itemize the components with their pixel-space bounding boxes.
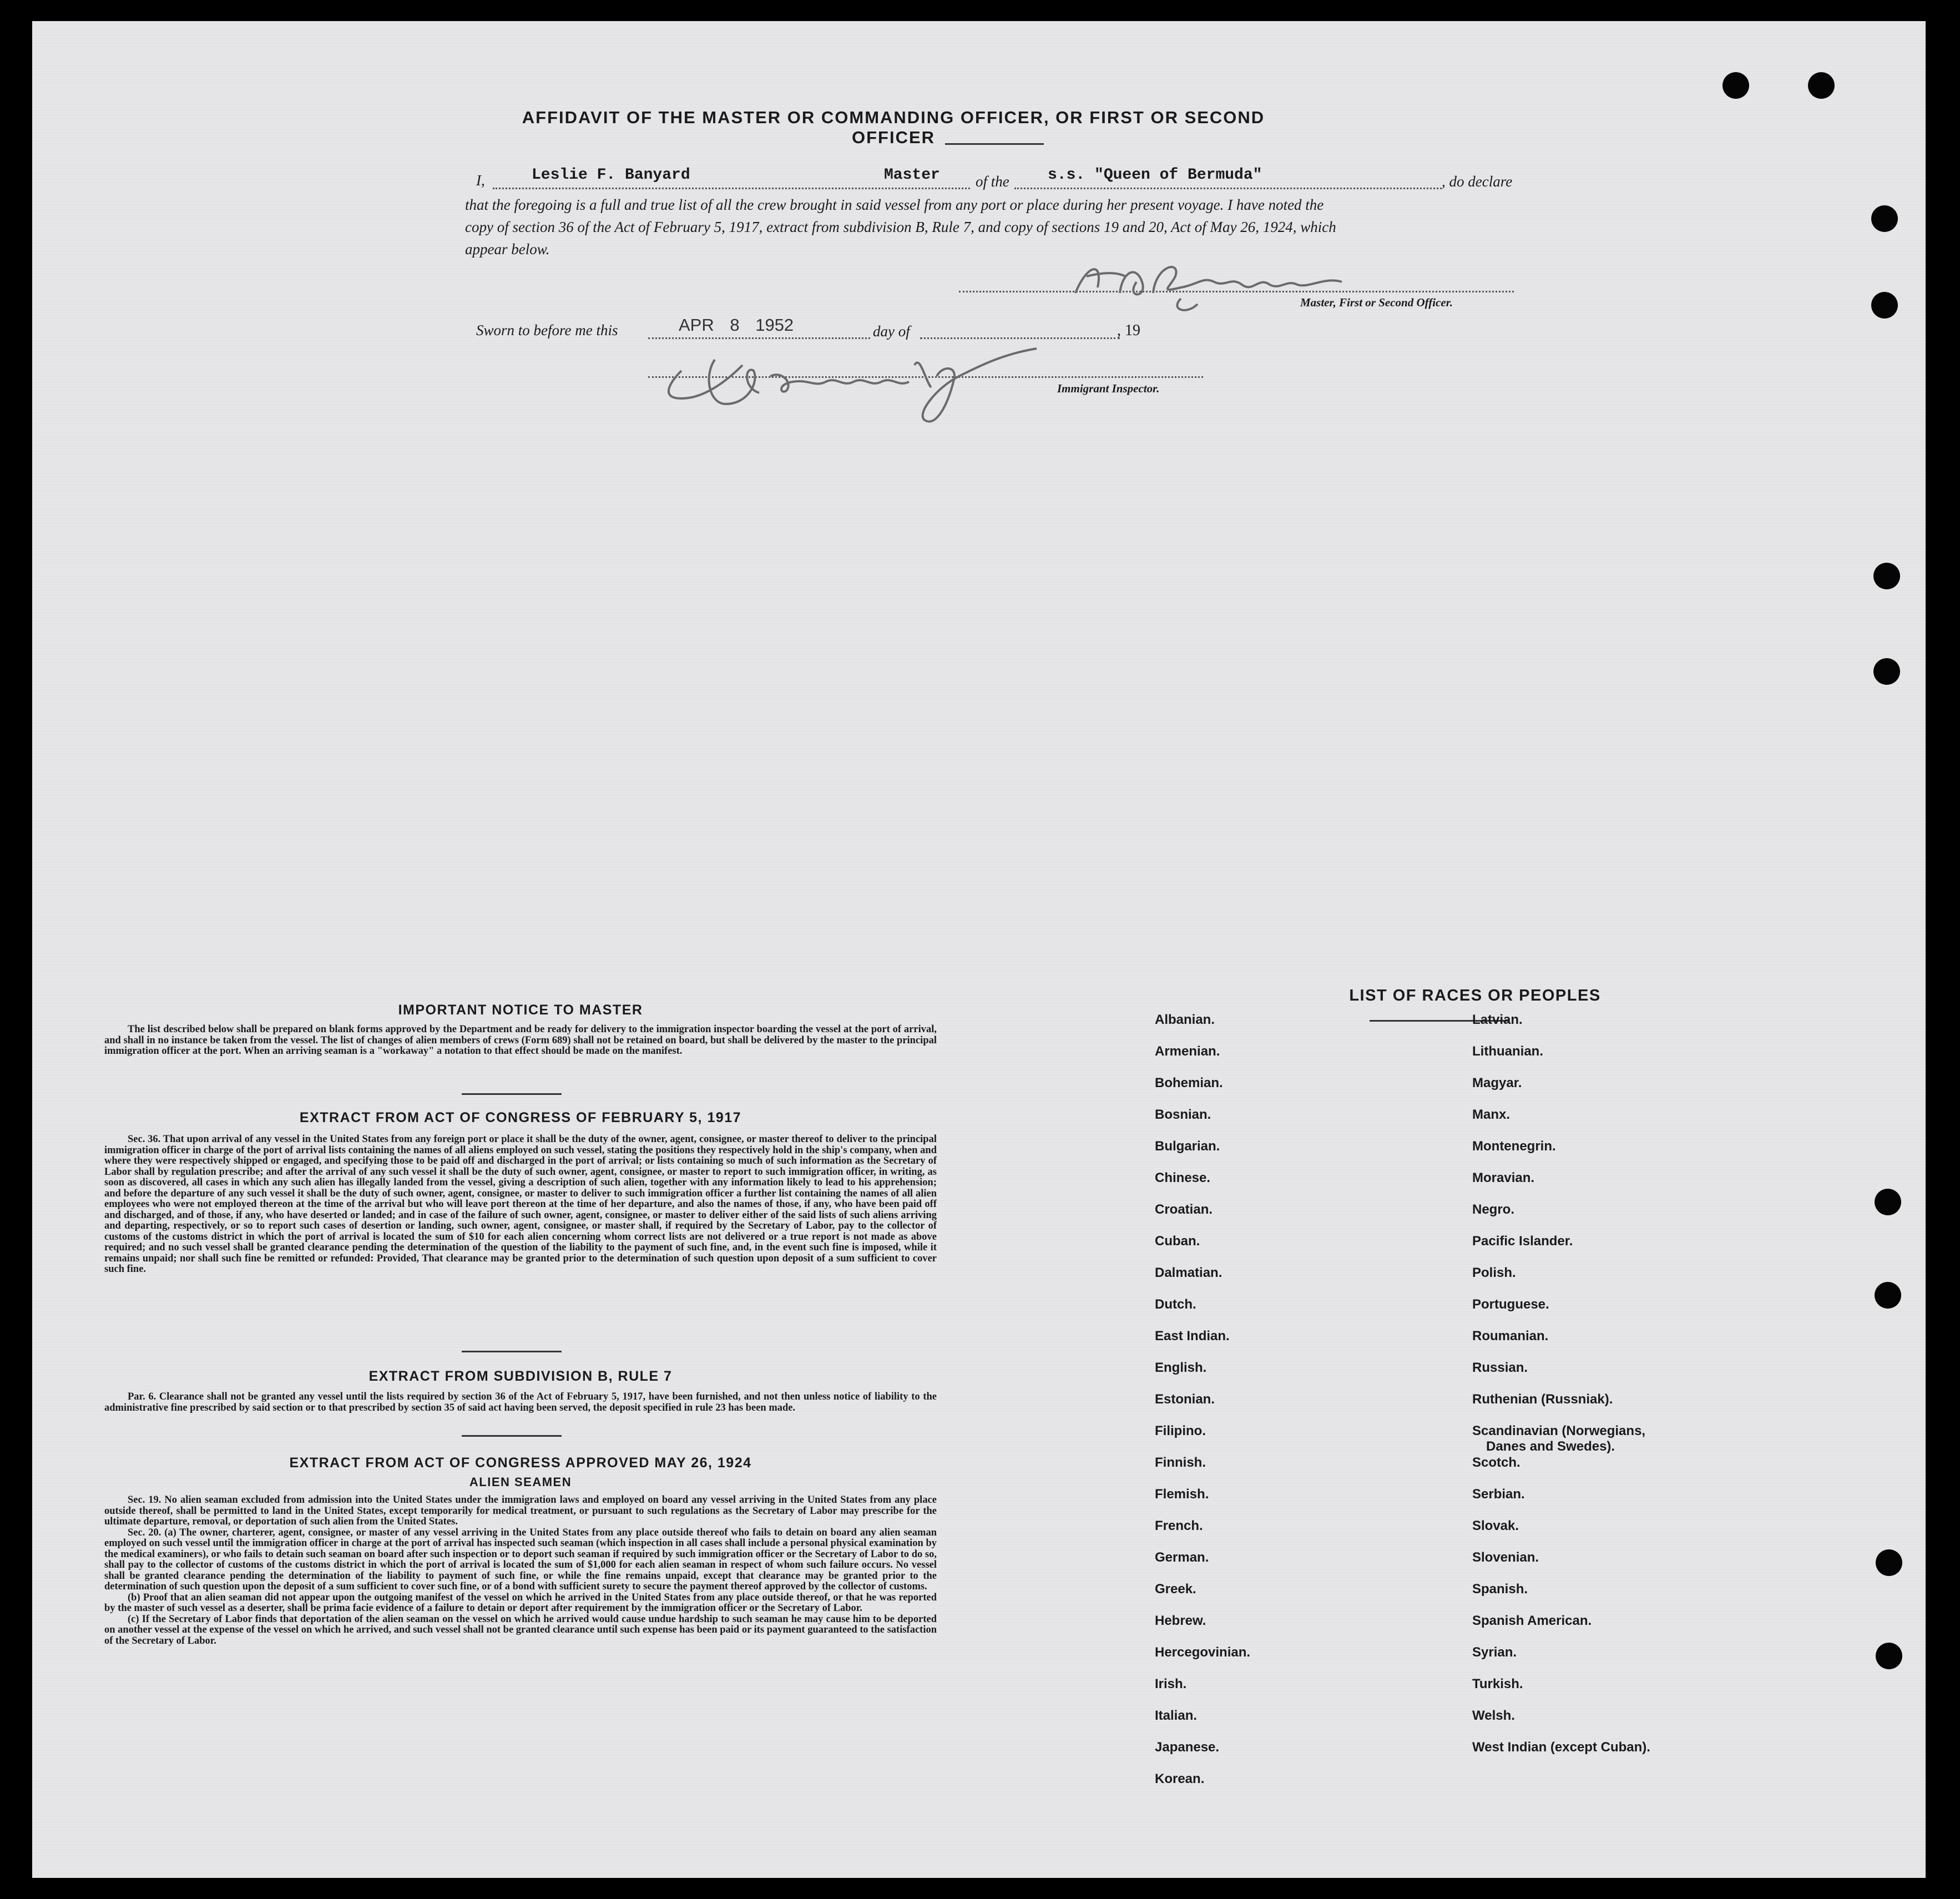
race-item: Cuban. — [1155, 1234, 1200, 1249]
declarant-rank: Master — [884, 166, 940, 184]
race-item: Irish. — [1155, 1676, 1187, 1691]
affidavit-title: AFFIDAVIT OF THE MASTER OR COMMANDING OFFICER, OR FIRST OR SECOND OFFICER — [522, 108, 1265, 147]
section-20b-paragraph: (b) Proof that an alien seaman did not appear upon the outgoing manifest of the vessel on which he arrived in the United States from any place outside thereof, or that he was reported by the master of such vessel as a deserter, shall be prima facie evidence of a failure to detain or deport after requirement by the immigration officer or the Secretary of Labor. — [104, 1592, 937, 1614]
punch-hole — [1875, 1282, 1901, 1309]
race-item: Syrian. — [1472, 1645, 1517, 1660]
race-item: Bosnian. — [1155, 1107, 1211, 1122]
extract-1924-title: EXTRACT FROM ACT OF CONGRESS APPROVED MAY 26, 1924 — [289, 1455, 752, 1471]
race-item: Magyar. — [1472, 1075, 1522, 1090]
document-page — [32, 21, 1926, 1878]
race-item: Estonian. — [1155, 1392, 1215, 1407]
race-item: English. — [1155, 1360, 1207, 1375]
title-rule — [945, 143, 1044, 145]
race-item: Armenian. — [1155, 1044, 1220, 1059]
notice-paragraph: The list described below shall be prepared on blank forms approved by the Department and be ready for delivery to the immigration inspector boarding the vessel at the port of arrival, and shall in no instance be taken from the vessel. The list of changes of alien members of crews (Form 689) shall not be retained on board, but shall be delivered by the master to the principal immigration officer at the port. When an arriving seaman is a "workaway" a notation to that effect should be made on the manifest. — [104, 1024, 937, 1057]
rule-7-paragraph: Par. 6. Clearance shall not be granted any vessel until the lists required by section 36 of the Act of February 5, 1917, have been furnished, and not then unless notice of liability to the administrative fine prescribed by said section or to that prescribed by section 35 of said act having been served, the deposit specified in rule 23 has been made. — [104, 1391, 937, 1413]
i-label: I, — [476, 172, 485, 189]
extract-1917-title: EXTRACT FROM ACT OF CONGRESS OF FEBRUARY 5, 1917 — [299, 1110, 742, 1125]
extract-1924-text — [104, 1495, 937, 1647]
race-item: Polish. — [1472, 1265, 1516, 1280]
affidavit-line-4: appear below. — [465, 241, 550, 257]
of-the-label: of the — [976, 173, 1009, 190]
race-item: Italian. — [1155, 1708, 1198, 1723]
inspector-signature — [648, 332, 1048, 426]
section-36-paragraph: Sec. 36. That upon arrival of any vessel in the United States from any foreign port or place it shall be the duty of the owner, agent, consignee, or master thereof to deliver to the principal immigration officer in charge of the port of arrival lists containing the names of all aliens employed on such vessel, stating the positions they respectively hold in the ship's company, when and where they were respectively shipped or engaged, and specifying those to be paid off and discharged in the port of arrival; or lists containing so much of such information as the Secretary of Labor shall by regulation prescribe; and after the arrival of any such vessel it shall be the duty of such owner, agent, consignee, or master to report to such immigration officer, in writing, as soon as discovered, all cases in which any such alien has illegally landed from the vessel, giving a description of such alien, together with any information likely to lead to his apprehension; and before the departure of any such vessel it shall be the duty of such owner, agent, consignee, or master to deliver to such immigration officer a further list containing the names of all alien employees who were not employed thereon at the time of the arrival but who will leave port thereon at the time of her departure, and also the names of those, if any, who have been paid off and discharged, and of those, if any, who have deserted or landed; and in case of the failure of such owner, agent, consignee, or master to deliver either of the said lists of such aliens arriving and departing, respectively, or so to report such cases of desertion or landing, such owner, agent, consignee, or master shall, if required by the Secretary of Labor, pay to the collector of customs of the customs district in which the port of arrival is located the sum of $10 for each alien concerning whom correct lists are not delivered or a true report is not made as above required; and no such vessel shall be granted clearance pending the determination of the question of the liability to the payment of such fine, and, in the event such fine is imposed, while it remains unpaid; nor shall such fine be remitted or refunded: Provided, That clearance may be granted prior to the determination of such question upon deposit of a sum sufficient to cover such fine. — [104, 1134, 937, 1275]
race-item: West Indian (except Cuban). — [1472, 1740, 1650, 1755]
race-item: Latvian. — [1472, 1012, 1523, 1027]
race-item: Spanish American. — [1472, 1613, 1592, 1628]
race-item: Scotch. — [1472, 1455, 1520, 1470]
race-item: East Indian. — [1155, 1329, 1230, 1344]
rule-7-title: EXTRACT FROM SUBDIVISION B, RULE 7 — [368, 1368, 673, 1384]
notice-title: IMPORTANT NOTICE TO MASTER — [398, 1002, 643, 1018]
day-of-label: day of — [873, 323, 910, 340]
sworn-label: Sworn to before me this — [476, 322, 618, 339]
race-item: Chinese. — [1155, 1170, 1211, 1185]
race-item: Bulgarian. — [1155, 1139, 1220, 1154]
races-title: LIST OF RACES OR PEOPLES — [1349, 987, 1601, 1004]
race-item: Pacific Islander. — [1472, 1234, 1573, 1249]
race-item: Albanian. — [1155, 1012, 1215, 1027]
punch-hole — [1871, 205, 1898, 232]
extract-1924-subtitle: ALIEN SEAMEN — [469, 1475, 572, 1489]
punch-hole — [1808, 72, 1835, 99]
race-item: Hercegovinian. — [1155, 1645, 1251, 1660]
race-item: Welsh. — [1472, 1708, 1515, 1723]
rule-7-text — [104, 1392, 937, 1413]
notice-text — [104, 1024, 937, 1057]
declarant-name: Leslie F. Banyard — [532, 166, 690, 184]
notice-rule — [462, 1093, 562, 1095]
extract-1917-rule — [462, 1351, 562, 1352]
race-item: Spanish. — [1472, 1582, 1528, 1597]
punch-hole — [1722, 72, 1749, 99]
punch-hole — [1875, 1189, 1901, 1215]
section-20a-paragraph: Sec. 20. (a) The owner, charterer, agent, consignee, or master of any vessel arriving in the United States from any place outside thereof who fails to detain on board any alien seaman employed on such vessel until the immigration officer in charge at the port of arrival has inspected such seaman (which inspection in all cases shall include a personal physical examination by the medical examiners), or who fails to detain such seaman on board after such inspection or to deport such seaman if required by such immigration officer or the Secretary of Labor to do so, shall pay to the collector of customs of the customs district in which the port of arrival is located the sum of $1,000 for each alien seaman in respect of whom such failure occurs. No vessel shall be granted clearance pending the determination of the liability to payment of such fine, or while the fine remains unpaid, except that clearance may be granted prior to the determination of such question upon the deposit of a sum sufficient to cover such fine, or of a bond with sufficient surety to secure the payment thereof approved by the collector of customs. — [104, 1527, 937, 1592]
race-item: Roumanian. — [1472, 1329, 1549, 1344]
race-item: Flemish. — [1155, 1487, 1209, 1502]
race-item: Lithuanian. — [1472, 1044, 1543, 1059]
race-item: Serbian. — [1472, 1487, 1525, 1502]
master-caption: Master, First or Second Officer. — [1300, 296, 1453, 309]
race-item: Bohemian. — [1155, 1075, 1223, 1090]
race-item: Danes and Swedes). — [1486, 1439, 1615, 1454]
affidavit-line-2: that the foregoing is a full and true list of all the crew brought in said vessel from any port or place during her present voyage. I have noted the — [465, 196, 1324, 213]
section-19-paragraph: Sec. 19. No alien seaman excluded from admission into the United States under the immigration laws and employed on board any vessel arriving in the United States from any place outside thereof, shall be permitted to land in the United States, except temporarily for medical treatment, or pursuant to such regulations as the Secretary of Labor may prescribe for the ultimate departure, removal, or deportation of such alien from the United States. — [104, 1494, 937, 1527]
punch-hole — [1871, 292, 1898, 319]
punch-hole — [1876, 1549, 1902, 1576]
race-item: Turkish. — [1472, 1676, 1523, 1691]
race-item: Greek. — [1155, 1582, 1196, 1597]
race-item: Dalmatian. — [1155, 1265, 1223, 1280]
name-line — [493, 188, 970, 189]
race-item: Slovenian. — [1472, 1550, 1539, 1565]
rule-7-rule — [462, 1435, 562, 1437]
vessel-name: s.s. "Queen of Bermuda" — [1048, 166, 1262, 184]
do-declare-label: , do declare — [1442, 173, 1513, 190]
race-item: Hebrew. — [1155, 1613, 1206, 1628]
affidavit-line-3: copy of section 36 of the Act of February 5, 1917, extract from subdivision B, Rule 7, and copy of sections 19 and 20, Act of May 26, 1924, which — [465, 219, 1336, 235]
year-prefix: , 19 — [1117, 322, 1140, 339]
race-item: Slovak. — [1472, 1518, 1519, 1533]
race-item: Dutch. — [1155, 1297, 1196, 1312]
race-item: Croatian. — [1155, 1202, 1213, 1217]
sworn-date: APR 8 1952 — [679, 315, 794, 335]
race-item: Negro. — [1472, 1202, 1515, 1217]
race-item: Manx. — [1472, 1107, 1511, 1122]
inspector-caption: Immigrant Inspector. — [1057, 382, 1160, 395]
race-item: Ruthenian (Russniak). — [1472, 1392, 1613, 1407]
punch-hole — [1873, 563, 1900, 589]
race-item: Filipino. — [1155, 1423, 1206, 1438]
race-item: Portuguese. — [1472, 1297, 1549, 1312]
race-item: Montenegrin. — [1472, 1139, 1556, 1154]
race-item: Finnish. — [1155, 1455, 1206, 1470]
section-20c-paragraph: (c) If the Secretary of Labor finds that deportation of the alien seaman on the vessel on which he arrived would cause undue hardship to such seaman he may cause him to be deported on another vessel at the expense of the vessel on which he arrived, and such vessel shall not be granted clearance until such expense has been paid or its payment guaranteed to the satisfaction of the Secretary of Labor. — [104, 1613, 937, 1647]
punch-hole — [1873, 658, 1900, 685]
race-item: Scandinavian (Norwegians, — [1472, 1423, 1646, 1438]
punch-hole — [1876, 1643, 1902, 1669]
vessel-line — [1014, 188, 1442, 189]
race-item: German. — [1155, 1550, 1209, 1565]
extract-1917-text — [104, 1134, 937, 1275]
race-item: Russian. — [1472, 1360, 1528, 1375]
race-item: Japanese. — [1155, 1740, 1220, 1755]
race-item: Moravian. — [1472, 1170, 1535, 1185]
race-item: Korean. — [1155, 1771, 1205, 1786]
race-item: French. — [1155, 1518, 1203, 1533]
